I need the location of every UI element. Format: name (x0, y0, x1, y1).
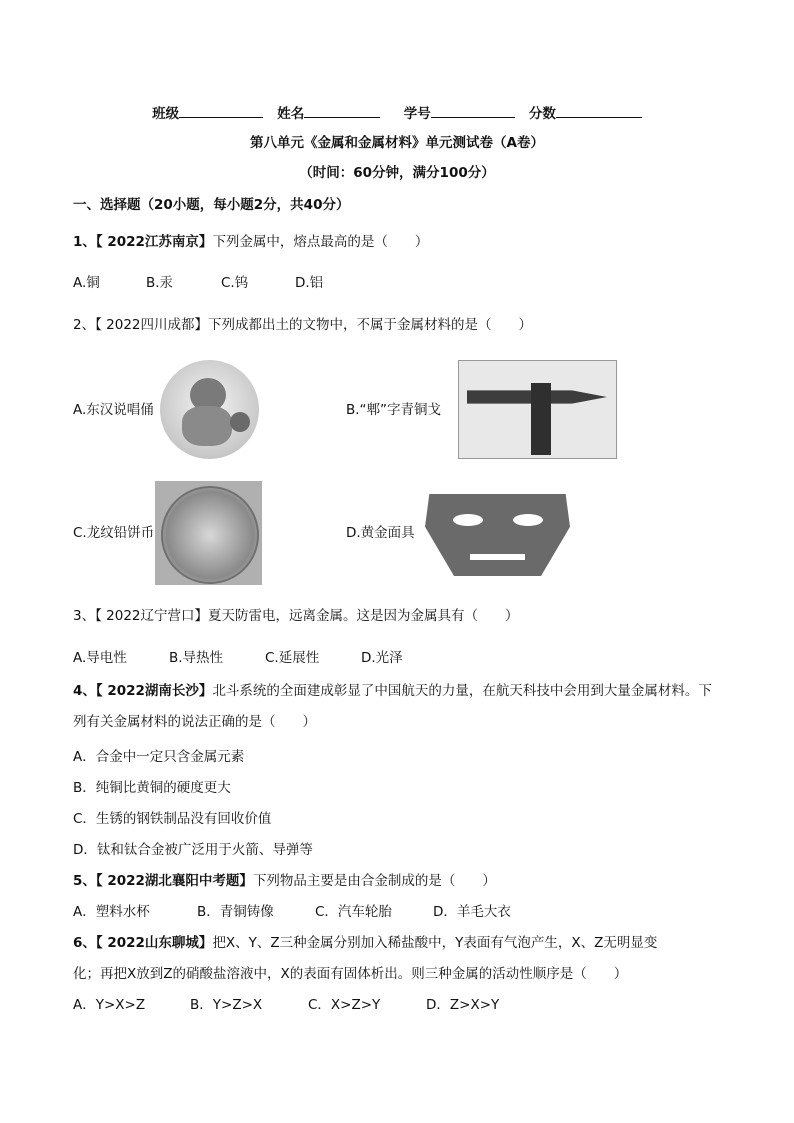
q-tag: 【 2022江苏南京】 (95, 234, 213, 250)
option-b[interactable]: B．Y>Z>X (190, 997, 263, 1013)
option-a[interactable]: A.东汉说唱俑 (73, 402, 154, 418)
coin-image (155, 481, 262, 585)
id-label: 学号 (403, 106, 431, 122)
option-c[interactable]: C.龙纹铅饼币 (73, 525, 155, 541)
q-stem: 夏天防雷电，远离金属。这是因为金属具有（ ） (208, 608, 519, 624)
gold-mask-image (425, 486, 570, 580)
option-c[interactable]: C．生锈的钢铁制品没有回收价值 (73, 811, 272, 827)
q-tag: 【 2022湖南长沙】 (95, 683, 213, 699)
option-d[interactable]: D．Z>X>Y (426, 997, 500, 1013)
option-b[interactable]: B.汞 (146, 275, 174, 291)
q-num: 6、 (73, 935, 96, 951)
q-stem-cont: 列有关金属材料的说法正确的是（ ） (73, 714, 316, 730)
score-label: 分数 (528, 106, 556, 122)
question-4 (73, 682, 712, 700)
q-stem: 下列成都出土的文物中，不属于金属材料的是（ ） (208, 317, 532, 333)
option-c[interactable]: C.延展性 (265, 650, 320, 666)
id-blank[interactable] (431, 103, 515, 118)
q-num: 4、 (73, 683, 96, 699)
q-num: 3、 (73, 608, 96, 624)
question-2 (73, 316, 532, 334)
q-stem-cont: 化；再把X放到Z的硝酸盐溶液中，X的表面有固体析出。则三种金属的活动性顺序是（ ） (73, 966, 628, 982)
student-info-line (0, 103, 794, 123)
question-3 (73, 607, 519, 625)
option-c[interactable]: C．X>Z>Y (308, 997, 381, 1013)
option-b[interactable]: B.导热性 (169, 650, 224, 666)
q5-options (73, 903, 511, 921)
option-d[interactable]: D.光泽 (361, 650, 403, 666)
q-num: 1、 (73, 234, 96, 250)
option-a[interactable]: A．合金中一定只含金属元素 (73, 749, 245, 765)
q6-options (73, 996, 499, 1014)
class-blank[interactable] (179, 103, 263, 118)
q-num: 5、 (73, 873, 96, 889)
q-tag: 【 2022湖北襄阳中考题】 (95, 873, 253, 889)
q-stem: 北斗系统的全面建成彰显了中国航天的力量，在航天科技中会用到大量金属材料。下 (212, 683, 712, 699)
figurine-image (160, 360, 259, 459)
question-6 (73, 934, 657, 952)
q-tag: 【 2022四川成都】 (95, 317, 208, 333)
option-b[interactable]: B．纯铜比黄铜的硬度更大 (73, 780, 231, 796)
q1-options (73, 274, 323, 292)
name-blank[interactable] (304, 103, 380, 118)
q-stem: 下列物品主要是由合金制成的是（ ） (252, 873, 496, 889)
option-c[interactable]: C.钨 (221, 275, 249, 291)
option-a[interactable]: A.铜 (73, 275, 100, 291)
q-stem: 下列金属中，熔点最高的是（ ） (212, 234, 429, 250)
question-1 (73, 233, 428, 251)
option-b[interactable]: B.“郫”字青铜戈 (346, 402, 442, 418)
option-c[interactable]: C．汽车轮胎 (315, 904, 392, 920)
option-d[interactable]: D．钛和钛合金被广泛用于火箭、导弹等 (73, 842, 313, 858)
option-b[interactable]: B．青铜铸像 (197, 904, 274, 920)
option-a[interactable]: A．塑料水杯 (73, 904, 150, 920)
q3-options (73, 649, 403, 667)
option-d[interactable]: D．羊毛大衣 (433, 904, 511, 920)
option-d[interactable]: D.黄金面具 (346, 525, 415, 541)
exam-title: 第八单元《金属和金属材料》单元测试卷（A卷） (250, 135, 544, 151)
exam-subtitle: （时间：60分钟，满分100分） (299, 165, 495, 181)
class-label: 班级 (152, 106, 180, 122)
q-tag: 【 2022辽宁营口】 (95, 608, 208, 624)
q-tag: 【 2022山东聊城】 (95, 935, 213, 951)
q-num: 2、 (73, 317, 96, 333)
bronze-dagger-image (458, 360, 617, 459)
option-a[interactable]: A．Y>X>Z (73, 997, 146, 1013)
option-a[interactable]: A.导电性 (73, 650, 127, 666)
name-label: 姓名 (277, 106, 305, 122)
section-heading: 一、选择题（20小题，每小题2分，共40分） (73, 197, 350, 213)
question-5 (73, 872, 496, 890)
score-blank[interactable] (556, 103, 642, 118)
q-stem: 把X、Y、Z三种金属分别加入稀盐酸中，Y表面有气泡产生，X、Z无明显变 (212, 935, 658, 951)
option-d[interactable]: D.铝 (295, 275, 324, 291)
